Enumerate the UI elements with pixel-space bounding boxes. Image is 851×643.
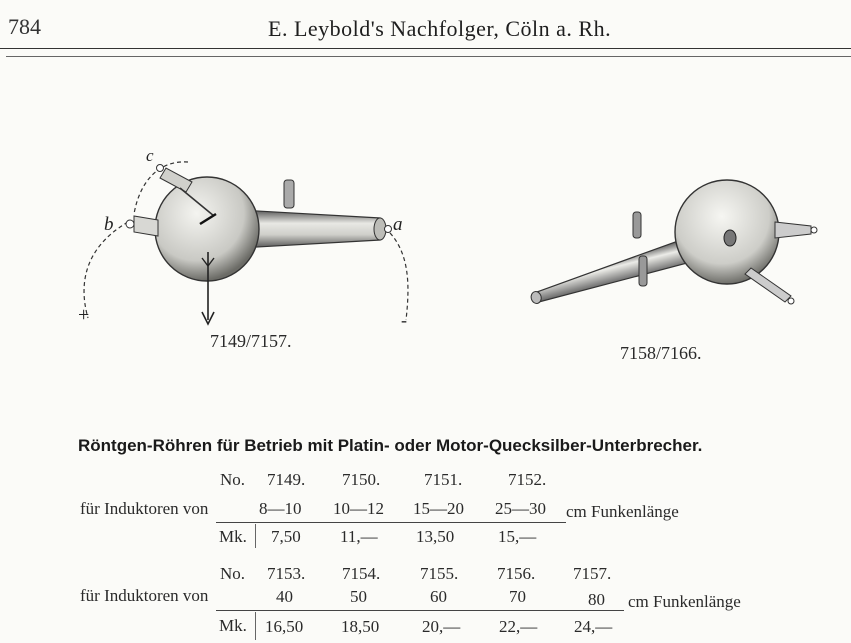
xray-tube-illustration-right — [515, 172, 835, 312]
price-label: Mk. — [219, 616, 247, 635]
electrode-label-a: a — [393, 214, 403, 235]
inductor-range: 8—10 — [259, 499, 302, 518]
electrode-label-c: c — [146, 146, 154, 165]
price: 13,50 — [416, 527, 455, 546]
price: 11,— — [340, 527, 378, 546]
unit-label: cm Funkenlänge — [628, 592, 741, 611]
inductor-range: 25—30 — [495, 499, 546, 518]
inductor-range: 50 — [350, 587, 367, 606]
price: 24,— — [574, 617, 613, 636]
price: 16,50 — [265, 617, 304, 636]
article-number: 7151. — [424, 470, 463, 489]
table-title: Röntgen-Röhren für Betrieb mit Platin- oder Motor-Quecksilber-Unterbrecher. — [78, 436, 703, 455]
article-number: 7157. — [573, 564, 612, 583]
price-label: Mk. — [219, 527, 247, 546]
article-number: 7153. — [267, 564, 306, 583]
article-number: 7149. — [267, 470, 306, 489]
figure-caption-right: 7158/7166. — [620, 343, 702, 363]
electrode-label-b: b — [104, 214, 114, 235]
article-number: 7150. — [342, 470, 381, 489]
no-label: No. — [220, 470, 246, 489]
inductor-range: 40 — [276, 587, 293, 606]
table-rule — [216, 610, 624, 611]
inductor-label: für Induktoren von — [80, 499, 209, 518]
price: 20,— — [422, 617, 461, 636]
article-number: 7154. — [342, 564, 381, 583]
price: 7,50 — [271, 527, 301, 546]
pole-label-plus: + — [78, 304, 90, 326]
header-rule-thin — [6, 56, 851, 57]
table-vertical-rule — [255, 612, 256, 640]
price: 18,50 — [341, 617, 380, 636]
no-label: No. — [220, 564, 246, 583]
inductor-range: 70 — [509, 587, 526, 606]
unit-label: cm Funkenlänge — [566, 502, 679, 521]
inductor-range: 60 — [430, 587, 447, 606]
table-rule — [216, 522, 566, 523]
price: 15,— — [498, 527, 537, 546]
figure-caption-left: 7149/7157. — [210, 331, 292, 351]
page-number: 784 — [8, 14, 41, 39]
price: 22,— — [499, 617, 538, 636]
inductor-range: 80 — [588, 590, 605, 609]
inductor-label: für Induktoren von — [80, 586, 209, 605]
inductor-range: 10—12 — [333, 499, 384, 518]
xray-tube-illustration-left — [60, 140, 420, 340]
pole-label-minus: - — [401, 310, 407, 330]
article-number: 7156. — [497, 564, 536, 583]
table-vertical-rule — [255, 524, 256, 548]
inductor-range: 15—20 — [413, 499, 464, 518]
article-number: 7152. — [508, 470, 547, 489]
article-number: 7155. — [420, 564, 459, 583]
header-rule — [0, 48, 851, 49]
running-head: E. Leybold's Nachfolger, Cöln a. Rh. — [268, 16, 612, 41]
